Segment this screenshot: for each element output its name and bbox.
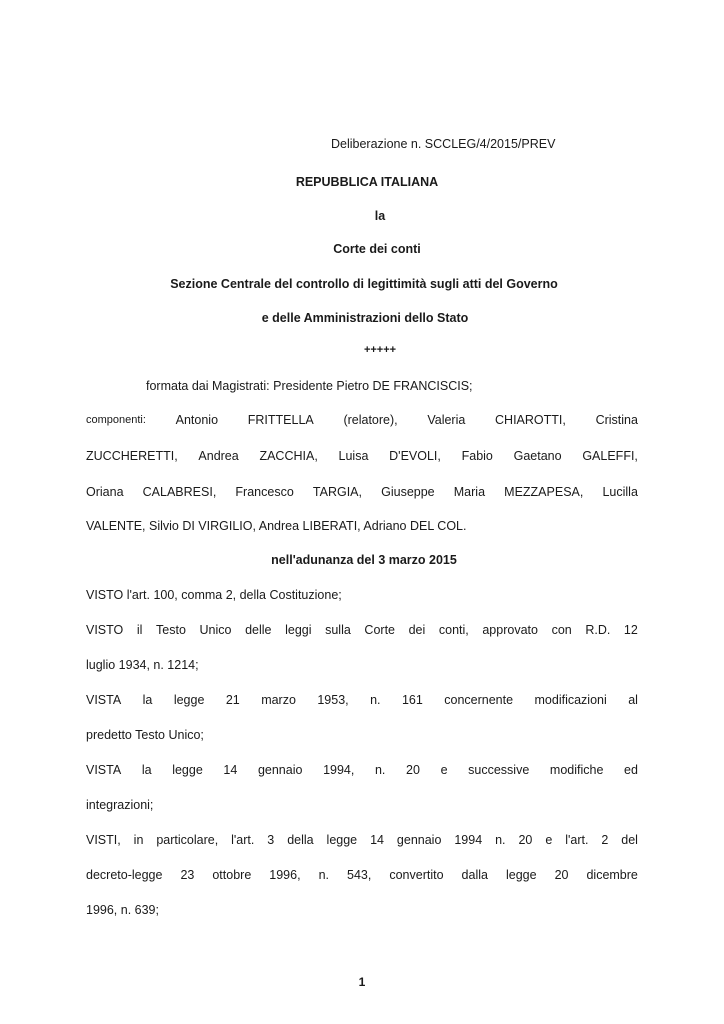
word: 23 — [180, 868, 195, 882]
word: Giuseppe — [381, 485, 435, 499]
word: Fabio — [461, 449, 493, 463]
word: Francesco — [235, 485, 294, 499]
word: Cristina — [595, 413, 638, 427]
word: ZUCCHERETTI, — [86, 449, 178, 463]
word: legge — [173, 693, 205, 707]
recital-5-line-3: 1996, n. 639; — [86, 903, 159, 917]
word: con — [551, 623, 572, 637]
word: Testo — [156, 623, 186, 637]
meeting-date: nell'adunanza del 3 marzo 2015 — [271, 553, 457, 567]
word: n. — [374, 763, 386, 777]
word: Luisa — [338, 449, 369, 463]
word: decreto-legge — [86, 868, 163, 882]
word: convertito — [389, 868, 444, 882]
word: al — [628, 693, 638, 707]
word: concernente — [444, 693, 514, 707]
word: approvato — [482, 623, 538, 637]
word: 543, — [347, 868, 372, 882]
composition-formed-by: formata dai Magistrati: Presidente Pietro DE FRANCISCIS; — [146, 379, 473, 393]
word: in — [133, 833, 144, 847]
word: l'art. — [565, 833, 589, 847]
word: 161 — [401, 693, 423, 707]
article-la: la — [374, 209, 386, 223]
word: conti, — [438, 623, 469, 637]
section-heading-line-2: e delle Amministrazioni dello Stato — [261, 311, 469, 325]
word: successive — [468, 763, 530, 777]
word: n. — [495, 833, 506, 847]
word: leggi — [285, 623, 312, 637]
word: Corte — [364, 623, 395, 637]
word: Andrea — [198, 449, 239, 463]
word: Maria — [453, 485, 486, 499]
word: n. — [370, 693, 381, 707]
word: GALEFFI, — [582, 449, 638, 463]
word: 20 — [406, 763, 420, 777]
section-heading-line-1: Sezione Centrale del controllo di legittimità sugli atti del Governo — [170, 277, 558, 291]
word: e — [545, 833, 553, 847]
word: Oriana — [86, 485, 124, 499]
word: l'art. — [231, 833, 255, 847]
word: sulla — [325, 623, 351, 637]
word: e — [440, 763, 448, 777]
members-line-2 — [86, 448, 638, 464]
members-line-3 — [86, 484, 638, 500]
word: n. — [318, 868, 329, 882]
recital-5-line-2 — [86, 867, 638, 883]
word: 1994 — [454, 833, 483, 847]
recital-4-line-2: integrazioni; — [86, 798, 154, 812]
word: 21 — [225, 693, 240, 707]
word: dei — [408, 623, 426, 637]
word: 14 — [223, 763, 238, 777]
word: gennaio — [396, 833, 442, 847]
word: legge — [326, 833, 358, 847]
word: 20 — [554, 868, 569, 882]
word: 14 — [370, 833, 384, 847]
word: 3 — [267, 833, 275, 847]
recital-3-line-2: predetto Testo Unico; — [86, 728, 204, 742]
word: CALABRESI, — [142, 485, 217, 499]
word: particolare, — [156, 833, 219, 847]
word: Gaetano — [513, 449, 562, 463]
word: VISTA — [86, 763, 122, 777]
deliberation-number: Deliberazione n. SCCLEG/4/2015/PREV — [331, 137, 556, 151]
word: (relatore), — [343, 413, 398, 427]
word: modifiche — [549, 763, 604, 777]
word: ottobre — [212, 868, 252, 882]
word: 2 — [601, 833, 609, 847]
word: delle — [245, 623, 272, 637]
word: del — [621, 833, 638, 847]
word: componenti: — [86, 414, 146, 426]
word: 1994, — [323, 763, 355, 777]
word: Unico — [199, 623, 232, 637]
word: della — [287, 833, 314, 847]
republic-heading: REPUBBLICA ITALIANA — [295, 175, 439, 189]
word: VISTO — [86, 623, 124, 637]
word: 1953, — [317, 693, 349, 707]
word: ZACCHIA, — [259, 449, 318, 463]
word: legge — [505, 868, 537, 882]
word: CHIAROTTI, — [495, 413, 566, 427]
recital-2-line-2: luglio 1934, n. 1214; — [86, 658, 199, 672]
word: MEZZAPESA, — [504, 485, 584, 499]
word: ed — [624, 763, 638, 777]
word: VISTA — [86, 693, 122, 707]
word: dalla — [461, 868, 488, 882]
word: modificazioni — [534, 693, 607, 707]
word: 20 — [518, 833, 533, 847]
members-line-4: VALENTE, Silvio DI VIRGILIO, Andrea LIBERATI, Adriano DEL COL. — [86, 519, 467, 533]
word: 12 — [623, 623, 638, 637]
word: VISTI, — [86, 833, 121, 847]
members-line-1 — [86, 412, 638, 428]
word: TARGIA, — [312, 485, 362, 499]
recital-4-line-1 — [86, 762, 638, 778]
recital-5-line-1 — [86, 832, 638, 848]
word: la — [142, 693, 153, 707]
recital-3-line-1 — [86, 692, 638, 708]
word: 1996, — [269, 868, 301, 882]
separator: +++++ — [363, 344, 397, 356]
word: Valeria — [427, 413, 466, 427]
court-heading: Corte dei conti — [333, 242, 421, 256]
word: il — [136, 623, 143, 637]
word: Antonio — [175, 413, 219, 427]
word: Lucilla — [602, 485, 638, 499]
word: gennaio — [257, 763, 303, 777]
word: la — [141, 763, 152, 777]
word: R.D. — [585, 623, 611, 637]
page-number: 1 — [358, 975, 366, 989]
word: D'EVOLI, — [389, 449, 441, 463]
word: legge — [172, 763, 203, 777]
word: dicembre — [586, 868, 638, 882]
word: marzo — [261, 693, 296, 707]
recital-2-line-1 — [86, 622, 638, 638]
word: FRITTELLA — [247, 413, 314, 427]
recital-1: VISTO l'art. 100, comma 2, della Costituzione; — [86, 588, 342, 602]
